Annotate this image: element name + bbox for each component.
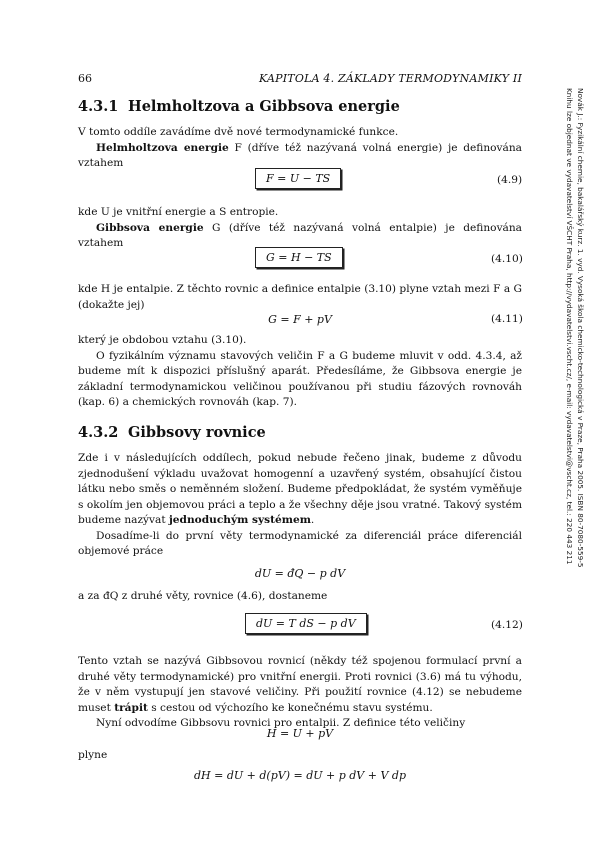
equation-dU-work: dU = đQ − p dV [254,567,346,580]
after-eq-4-10-text: kde H je entalpie. Z těchto rovnic a definice entalpie (3.10) plyne vztah mezi F a G (dokažte jej) [78,283,522,311]
equation-4-10-tag: (4.10) [491,253,523,265]
section2-body [78,451,522,560]
helmholtz-text: F (dříve též nazývaná volná energie) je definována vztahem [78,141,522,169]
section1-gibbs [78,205,522,252]
helmholtz-definition [78,141,522,172]
equation-4-11: G = F + pV [268,313,332,326]
page-number: 66 [78,72,92,85]
section-title: Helmholtzova a Gibbsova energie [128,98,400,115]
para3-text: Tento vztah se nazývá Gibbsovou rovnicí (někdy též spojenou formulací první a druhé věty termodynamické) pro vnitřní energii. Proti rovnici (3.6) má tu výhodu, že v něm vystupují jen stavové veličiny. Při použití rovnice (4.12) se nebudeme muset [78,655,522,714]
after-dU-work [78,589,522,605]
equation-4-9: F = U − TS [255,168,341,189]
para1-text: Zde i v následujících oddílech, pokud nebude řečeno jinak, budeme z důvodu zjednodušení výkladu uvažovat homogenní a uzavřený systém, obsahující čistou látku nebo směs o neměnném složení. Budeme předpokládat, že systém vyměňuje s okolím jen objemovou práci a teplo a že všechny děje jsou vratné. Takový systém budeme nazývat [78,452,522,526]
helmholtz-term: Helmholtzova energie [96,141,229,154]
section-title: Gibbsovy rovnice [128,424,266,441]
after-eq-4-9: kde U je vnitřní energie a S entropie. [78,206,279,218]
equation-4-9-tag: (4.9) [497,174,523,186]
simple-system-paragraph [78,451,522,529]
running-title: KAPITOLA 4. ZÁKLADY TERMODYNAMIKY II [259,72,522,85]
after-dU-work-text: a za đQ z druhé věty, rovnice (4.6), dostaneme [78,590,328,602]
equation-4-11-tag: (4.11) [491,313,523,325]
trapit-term: trápit [114,701,148,714]
section2-gibbs-eq [78,654,522,732]
side-note [552,88,590,688]
section1-meaning [78,333,522,411]
after-eq-4-10 [78,282,522,313]
equation-4-12: dU = T dS − p dV [245,613,367,634]
substitution-paragraph: Dosadíme-li do první věty termodynamické za diferenciál práce diferenciál objemové práce [78,529,522,557]
enthalpy-paragraph: Nyní odvodíme Gibbsovu rovnici pro entalpii. Z definice této veličiny [96,717,466,729]
gibbs-text: G (dříve též nazývaná volná entalpie) je definována vztahem [78,221,523,249]
equation-dH: dH = dU + d(pV) = dU + p dV + V dp [194,769,406,782]
intro-paragraph: V tomto oddíle zavádíme dvě nové termodynamické funkce. [78,126,399,138]
para1-end: . [310,514,315,526]
section-heading-4-3-2 [78,424,266,441]
side-note-line1: Novák J.: Fyzikální chemie, bakalářský kurz. 1. vyd. Vysoká škola chemicko-technologická v Praze, Praha 2005. ISBN 80-7080-559-5 [576,88,585,568]
meaning-paragraph: O fyzikálním významu stavových veličin F a G budeme mluvit v odd. 4.3.4, až budeme mít k dispozici příslušný aparát. Předesíláme, že Gibbsova energie je základní termodynamickou veličinou používanou při studiu fázových rovnováh (kap. 6) a chemických rovnováh (kap. 7). [78,349,522,408]
gibbs-term: Gibbsova energie [96,221,204,234]
simple-system-term: jednoduchým systémem [168,514,311,526]
after-eq-4-11: který je obdobou vztahu (3.10). [78,334,247,346]
section1-intro [78,125,522,172]
plyne-line [78,748,522,764]
equation-4-12-tag: (4.12) [491,619,523,631]
plyne-text: plyne [78,749,108,761]
para3-end: s cestou od výchozího ke konečnému stavu systému. [147,701,433,714]
gibbs-equation-paragraph [78,654,522,716]
side-note-line2: Knihu lze objednat ve vydavatelství VŠCHT Praha, http://vydavatelstvi.vscht.cz/, e-mail: vydavatelstvi@vscht.cz, tel.: 220 443 211 [565,88,574,565]
equation-4-10: G = H − TS [255,247,343,268]
section-number: 4.3.1 [78,98,119,115]
section-heading-4-3-1 [78,98,400,115]
section-number: 4.3.2 [78,424,119,441]
equation-H-definition: H = U + pV [266,727,334,740]
